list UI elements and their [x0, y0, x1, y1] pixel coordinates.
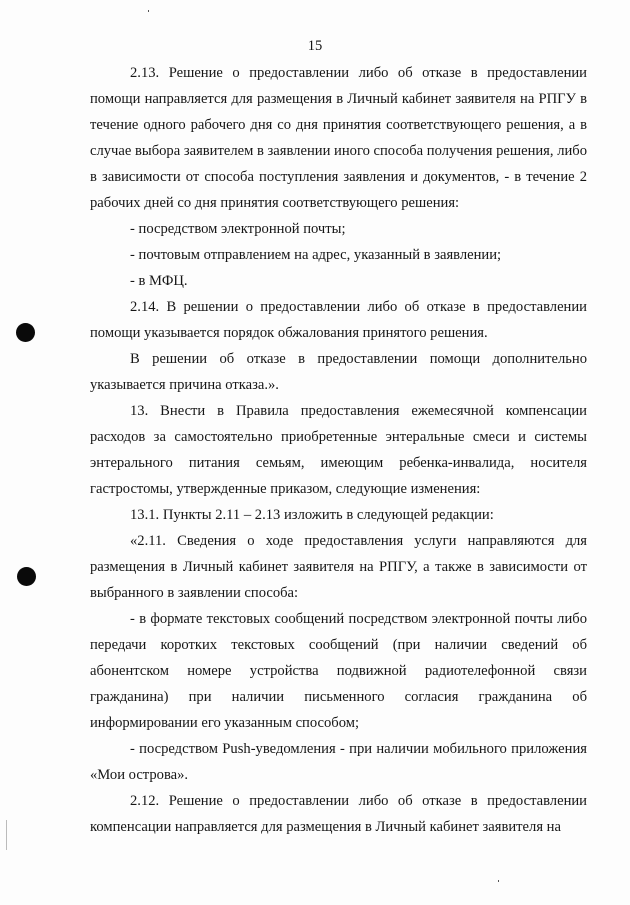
paragraph-13-1: 13.1. Пункты 2.11 – 2.13 изложить в следующей редакции:: [130, 507, 494, 523]
document-body: [90, 60, 587, 840]
list-item-email: - посредством электронной почты;: [130, 221, 346, 237]
scan-speck: [498, 880, 499, 882]
scan-speck: [148, 10, 149, 12]
paragraph-2-11: «2.11. Сведения о ходе предоставления услуги направляются для размещения в Личный кабинет заявителя на РПГУ, а также в зависимости от выбранного в заявлении способа:: [90, 533, 587, 601]
list-item-post: - почтовым отправлением на адрес, указанный в заявлении;: [130, 247, 502, 263]
paragraph-13: 13. Внести в Правила предоставления ежемесячной компенсации расходов за самостоятельно приобретенные энтеральные смеси и системы энтерального питания семьям, имеющим ребенка-инвалида, носителя гастростомы, утвержденные приказом, следующие изменения:: [90, 403, 587, 497]
punch-hole-top: [16, 323, 35, 342]
paragraph-refusal-reason: В решении об отказе в предоставлении помощи дополнительно указывается причина отказа.».: [90, 351, 587, 393]
paragraph-sms-notification: - в формате текстовых сообщений посредством электронной почты либо передачи коротких текстовых сообщений (при наличии сведений об абонентском номере устройства подвижной радиотелефонной связи гражданина) при наличии письменного согласия гражданина об информировании его указанным способом;: [90, 611, 587, 731]
list-item-mfc: - в МФЦ.: [130, 273, 188, 289]
paragraph-2-13: 2.13. Решение о предоставлении либо об отказе в предоставлении помощи направляется для размещения в Личный кабинет заявителя на РПГУ в течение одного рабочего дня со дня принятия соответствующего решения, а в случае выбора заявителем в заявлении иного способа получения решения, либо в зависимости от способа поступления заявления и документов, - в течение 2 рабочих дней со дня принятия соответствующего решения:: [90, 65, 588, 211]
scan-speck: [6, 820, 7, 850]
paragraph-2-12: 2.12. Решение о предоставлении либо об отказе в предоставлении компенсации направляется для размещения в Личный кабинет заявителя на: [90, 793, 587, 835]
punch-hole-bottom: [17, 567, 36, 586]
paragraph-2-14: 2.14. В решении о предоставлении либо об отказе в предоставлении помощи указывается порядок обжалования принятого решения.: [90, 299, 587, 341]
page-number: 15: [307, 38, 323, 54]
paragraph-push-notification: - посредством Push-уведомления - при наличии мобильного приложения «Мои острова».: [90, 741, 587, 783]
